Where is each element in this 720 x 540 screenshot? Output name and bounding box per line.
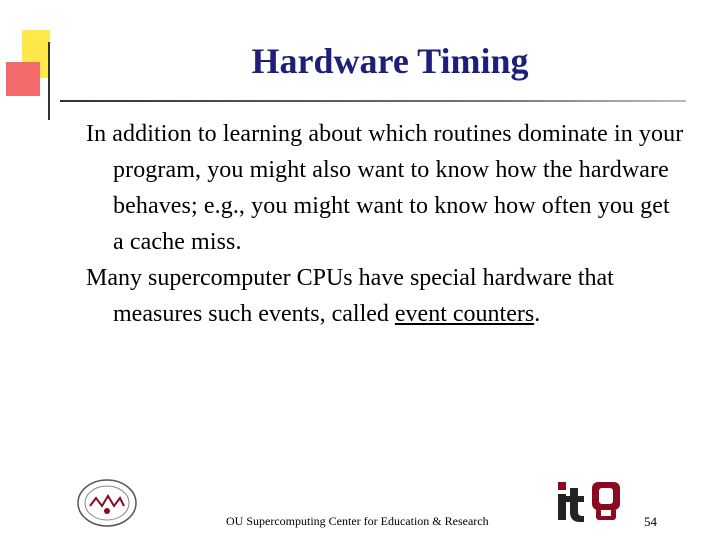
itou-logo-icon [556, 478, 626, 524]
paragraph-2-text: Many supercomputer CPUs have special hardware that measures such events, called [86, 265, 614, 327]
slide-title: Hardware Timing [251, 41, 529, 81]
slide-body [86, 116, 686, 332]
seal-logo-icon [76, 478, 138, 528]
bullet-paragraph-1: In addition to learning about which routines dominate in your program, you might also want to know how the hardware behaves; e.g., you might want to know how often you get a cache miss. [86, 121, 684, 255]
decor-red-square [6, 62, 40, 96]
page-number: 54 [644, 514, 657, 529]
bullet-paragraph-2 [86, 260, 686, 332]
paragraph-2-end: . [534, 301, 541, 327]
decor-vertical-line [48, 42, 50, 120]
event-counters-term: event counters [394, 301, 535, 327]
footer-organization: OU Supercomputing Center for Education & Research [226, 514, 489, 528]
decor-horizontal-line [60, 100, 686, 102]
